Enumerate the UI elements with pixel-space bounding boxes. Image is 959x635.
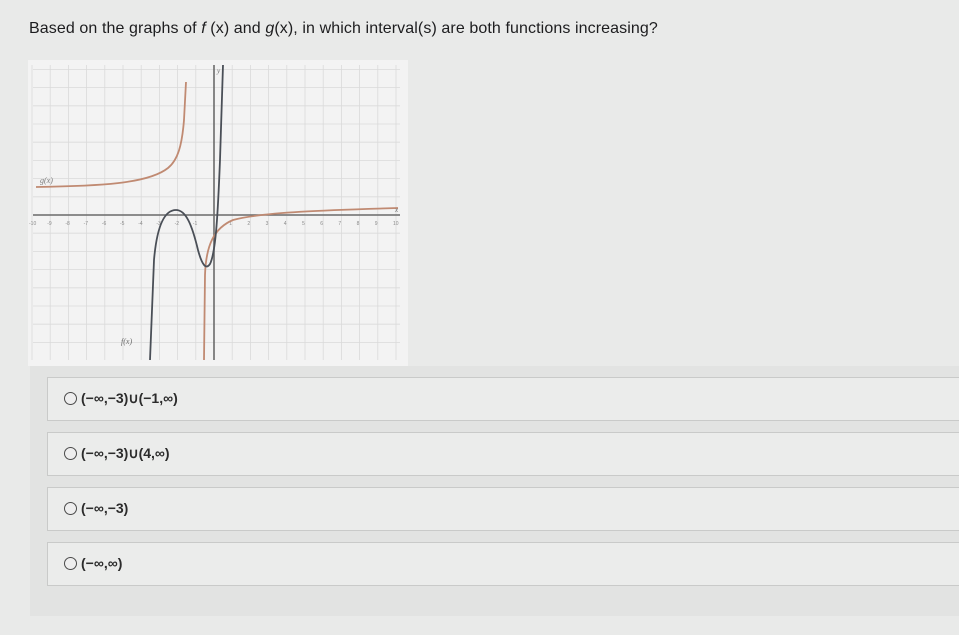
- option-1[interactable]: [47, 377, 959, 421]
- x-tick-label: 10: [393, 221, 399, 227]
- f-label: f(x): [121, 337, 133, 346]
- x-tick-label: -7: [83, 221, 89, 227]
- x-tick-label: -9: [47, 221, 52, 227]
- f-curve: [150, 65, 223, 360]
- option-4[interactable]: [47, 542, 959, 586]
- option-label: (−∞,−3)∪(4,∞): [81, 445, 170, 461]
- x-tick-label: -5: [120, 221, 125, 227]
- option-label: (−∞,−3): [81, 500, 129, 516]
- x-axis-label: x: [395, 206, 399, 214]
- option-2[interactable]: [47, 432, 959, 476]
- x-tick-label: -10: [29, 221, 37, 227]
- question-part-2: (x) and: [205, 20, 266, 37]
- x-tick-label: -6: [101, 221, 107, 227]
- x-tick-label: 1: [229, 221, 232, 227]
- x-tick-label: -1: [192, 221, 198, 227]
- radio-button[interactable]: [64, 502, 77, 515]
- question-text: [29, 20, 658, 38]
- option-3[interactable]: [47, 487, 959, 531]
- y-axis-label: y: [217, 67, 221, 75]
- x-tick-label: 6: [320, 221, 323, 227]
- x-tick-label: -3: [156, 221, 161, 227]
- x-tick-label: 3: [265, 221, 269, 227]
- x-tick-label: 4: [283, 221, 287, 227]
- x-tick-label: 2: [247, 221, 251, 227]
- question-f: f: [201, 20, 206, 37]
- x-tick-label: -2: [174, 221, 180, 227]
- x-tick-label: -4: [138, 221, 143, 227]
- radio-button[interactable]: [64, 557, 77, 570]
- question-part-1: Based on the graphs of: [29, 20, 202, 37]
- x-tick-label: 7: [338, 221, 342, 227]
- radio-button[interactable]: [64, 392, 77, 405]
- g-curve-right-branch: [204, 208, 398, 360]
- function-graphs: [28, 60, 408, 366]
- x-tick-label: -8: [65, 221, 70, 227]
- grid-lines: [32, 65, 400, 360]
- g-label: g(x): [40, 176, 53, 185]
- x-tick-label: 8: [356, 221, 360, 227]
- option-label: (−∞,−3)∪(−1,∞): [81, 390, 178, 406]
- question-g: g: [265, 20, 275, 37]
- radio-button[interactable]: [64, 447, 77, 460]
- option-label: (−∞,∞): [81, 555, 123, 571]
- x-tick-label: 5: [302, 221, 305, 227]
- question-part-3: (x), in which interval(s) are both functions increasing?: [274, 20, 658, 37]
- graph-image: [28, 60, 408, 366]
- answer-options-panel: [30, 366, 959, 616]
- x-tick-label: 9: [374, 221, 378, 227]
- g-curve-left-branch: [36, 82, 186, 187]
